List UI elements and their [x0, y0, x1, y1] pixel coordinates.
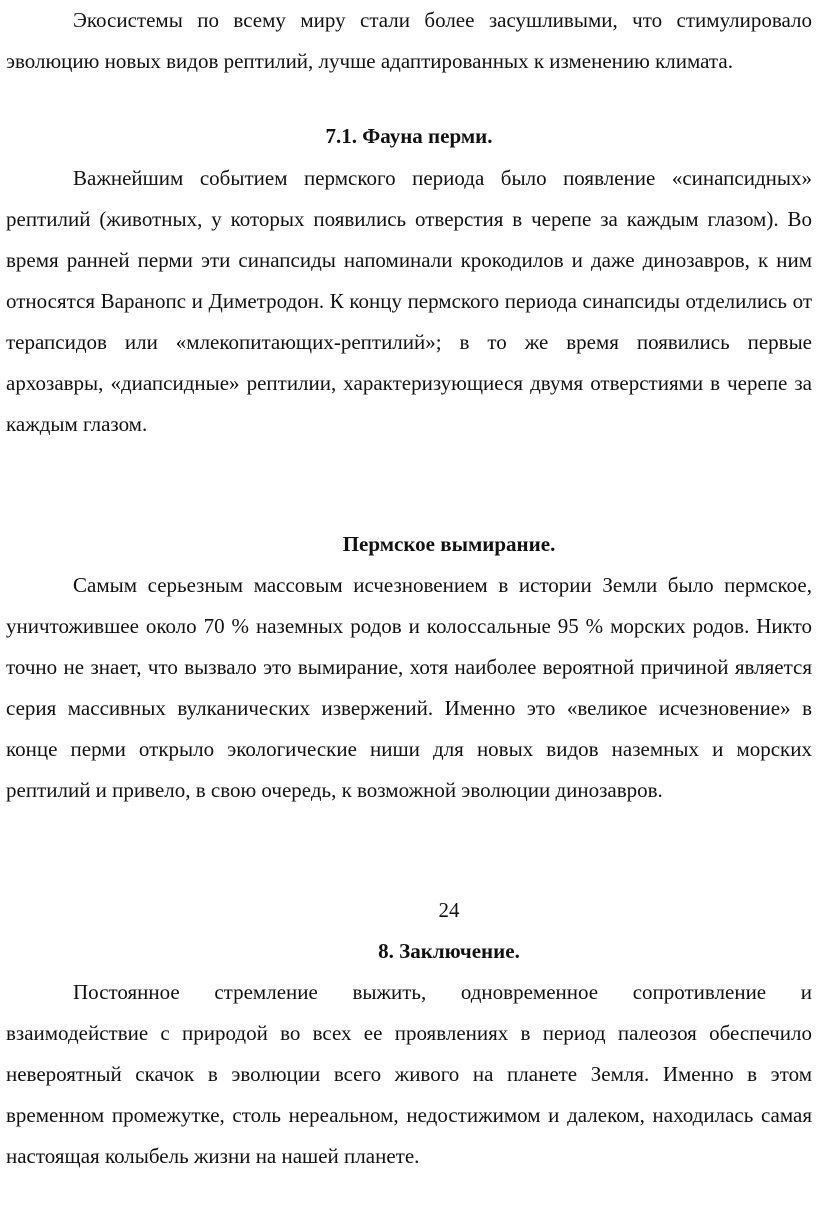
fauna-paragraph: Важнейшим событием пермского периода было появление «синапсидных» рептилий (животных, у которых появились отверстия в черепе за каждым глазом). Во время ранней перми эти синапсиды напоминали крокодилов и даже динозавров, к ним относятся Варанопс и Диметродон. К концу пермского периода синапсиды отделились от терапсидов или «млекопитающих-рептилий»; в то же время появились первые архозавры, «диапсидные» рептилии, характеризующиеся двумя отверстиями в черепе за каждым глазом.: [6, 166, 812, 436]
fauna-heading: 7.1. Фауна перми.: [325, 124, 493, 148]
extinction-heading: Пермское вымирание.: [342, 532, 556, 556]
intro-paragraph: Экосистемы по всему миру стали более засушливыми, что стимулировало эволюцию новых видов рептилий, лучше адаптированных к изменению климата.: [6, 8, 812, 73]
extinction-paragraph: Самым серьезным массовым исчезновением в истории Земли было пермское, уничтожившее около 70 % наземных родов и колоссальные 95 % морских родов. Никто точно не знает, что вызвало это вымирание, хотя наиболее вероятной причиной является серия массивных вулканических извержений. Именно это «великое исчезновение» в конце перми открыло экологические ниши для новых видов наземных и морских рептилий и привело, в свою очередь, к возможной эволюции динозавров.: [6, 573, 812, 802]
conclusion-paragraph: Постоянное стремление выжить, одновременное сопротивление и взаимодействие с природой во всех ее проявлениях в период палеозоя обеспечило невероятный скачок в эволюции всего живого на планете Земля. Именно в этом временном промежутке, столь нереальном, недостижимом и далеком, находилась самая настоящая колыбель жизни на нашей планете.: [6, 980, 812, 1168]
page-number: 24: [438, 898, 460, 922]
conclusion-heading: 8. Заключение.: [378, 939, 520, 963]
